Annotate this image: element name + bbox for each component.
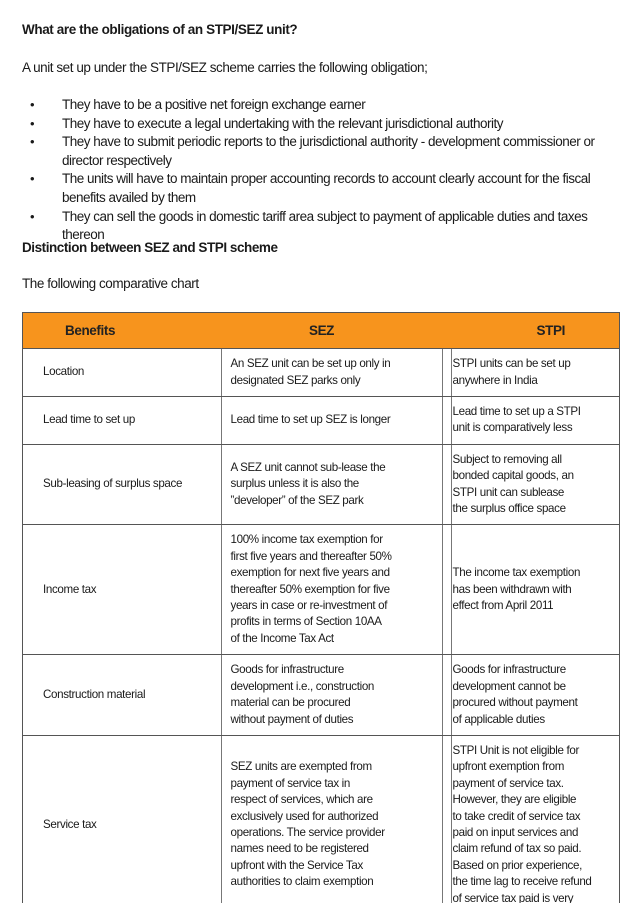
stpi-cell — [443, 525, 620, 655]
sez-text-line: upfront with the Service Tax — [230, 858, 363, 872]
sez-cell — [221, 735, 443, 903]
table-row — [23, 525, 620, 655]
benefit-cell: Income tax — [23, 525, 221, 655]
stpi-text-line: payment of service tax. — [452, 776, 564, 790]
table-row — [23, 349, 620, 397]
sez-text-line: years in case or re-investment of — [230, 599, 388, 613]
sez-cell — [221, 525, 443, 655]
stpi-cell — [443, 735, 620, 903]
sez-text-line: thereafter 50% exemption for five — [230, 582, 390, 596]
obligation-text-line: They have to execute a legal undertaking with the relevant jurisdictional authority — [62, 115, 504, 131]
sez-text-line: designated SEZ parks only — [230, 373, 361, 387]
header-sez: SEZ — [221, 313, 443, 349]
table-row — [23, 655, 620, 736]
sez-text-line: of the Income Tax Act — [230, 631, 334, 645]
obligation-text-line: They can sell the goods in domestic tariff area subject to payment of applicable duties and taxes — [62, 208, 588, 224]
stpi-text-line: anywhere in India — [452, 373, 538, 387]
stpi-text-line: claim refund of tax so paid. — [452, 842, 582, 856]
header-benefits: Benefits — [23, 313, 221, 349]
sez-text-line: names need to be registered — [230, 842, 369, 856]
stpi-text-line: effect from April 2011 — [452, 599, 554, 613]
stpi-text-line: Based on prior experience, — [452, 858, 582, 872]
intro-text: A unit set up under the STPI/SEZ scheme carries the following obligation; — [22, 60, 428, 75]
bullet-icon: • — [30, 97, 35, 112]
obligation-item — [22, 133, 627, 170]
stpi-text-line: procured without payment — [452, 696, 578, 710]
sez-text-line: operations. The service provider — [230, 825, 385, 839]
sez-cell — [221, 655, 443, 736]
sez-text-line: surplus unless it is also the — [230, 477, 359, 491]
benefit-cell: Sub-leasing of surplus space — [23, 444, 221, 525]
sez-cell — [221, 397, 443, 445]
sez-text-line: without payment of duties — [230, 712, 354, 726]
sez-text-line: An SEZ unit can be set up only in — [230, 357, 391, 371]
stpi-text-line: development cannot be — [452, 679, 566, 693]
sez-text-line: Lead time to set up SEZ is longer — [230, 413, 391, 427]
sez-text-line: first five years and thereafter 50% — [230, 549, 392, 563]
stpi-cell — [443, 444, 620, 525]
sez-text-line: Goods for infrastructure — [230, 663, 344, 677]
obligations-list — [22, 96, 627, 245]
benefit-cell: Location — [23, 349, 221, 397]
obligation-text-line: The units will have to maintain proper accounting records to account clearly account for the fiscal — [62, 171, 591, 187]
obligation-text-line: They have to be a positive net foreign exchange earner — [62, 97, 366, 112]
stpi-cell — [443, 397, 620, 445]
stpi-text-line: of applicable duties — [452, 712, 545, 726]
table-row — [23, 397, 620, 445]
obligation-item — [22, 115, 627, 134]
table-row — [23, 735, 620, 903]
benefit-cell: Service tax — [23, 735, 221, 903]
obligation-item — [22, 96, 627, 115]
bullet-icon: • — [30, 208, 35, 224]
sez-text-line: profits in terms of Section 10AA — [230, 615, 382, 629]
comparison-table — [22, 312, 620, 903]
stpi-text-line: the surplus office space — [452, 502, 566, 516]
stpi-text-line: The income tax exemption — [452, 566, 581, 580]
sez-text-line: SEZ units are exempted from — [230, 760, 372, 774]
stpi-text-line: STPI unit can sublease — [452, 485, 565, 499]
sez-text-line: exemption for next five years and — [230, 566, 390, 580]
stpi-cell — [443, 349, 620, 397]
stpi-text-line: Lead time to set up a STPI — [452, 405, 581, 418]
stpi-text-line: paid on input services and — [452, 825, 579, 839]
stpi-text-line: of service tax paid is very — [452, 891, 574, 903]
table-header-row — [23, 313, 620, 349]
stpi-text-line: to take credit of service tax — [452, 809, 581, 823]
sez-text-line: development i.e., construction — [230, 679, 375, 693]
bullet-icon: • — [30, 171, 35, 187]
benefit-cell: Lead time to set up — [23, 397, 221, 445]
bullet-icon: • — [30, 115, 35, 131]
sez-text-line: 100% income tax exemption for — [230, 533, 383, 547]
stpi-text-line: However, they are eligible — [452, 793, 577, 807]
stpi-text-line: upfront exemption from — [452, 760, 565, 774]
sez-text-line: authorities to claim exemption — [230, 875, 374, 889]
stpi-text-line: the time lag to receive refund — [452, 875, 592, 889]
stpi-text-line: unit is comparatively less — [452, 421, 573, 435]
obligation-item — [22, 170, 627, 207]
sez-text-line: A SEZ unit cannot sub-lease the — [230, 461, 386, 475]
section-subheading: Distinction between SEZ and STPI scheme — [22, 240, 278, 255]
stpi-text-line: STPI Unit is not eligible for — [452, 743, 579, 757]
header-stpi: STPI — [443, 313, 620, 349]
table-row — [23, 444, 620, 525]
obligation-text-line: They have to submit periodic reports to the jurisdictional authority - development commissioner or — [62, 134, 595, 150]
sez-cell — [221, 444, 443, 525]
benefit-cell: Construction material — [23, 655, 221, 736]
sez-text-line: payment of service tax in — [230, 776, 350, 790]
sez-text-line: respect of services, which are — [230, 793, 373, 807]
sez-text-line: material can be procured — [230, 696, 351, 710]
stpi-text-line: Goods for infrastructure — [452, 663, 566, 677]
stpi-text-line: has been withdrawn with — [452, 582, 572, 596]
obligation-text-line: benefits availed by them — [62, 189, 196, 205]
stpi-text-line: bonded capital goods, an — [452, 469, 574, 483]
obligation-text-line: director respectively — [62, 152, 172, 168]
sez-text-line: ”developer” of the SEZ park — [230, 493, 364, 507]
stpi-cell — [443, 655, 620, 736]
stpi-text-line: STPI units can be set up — [452, 357, 571, 371]
chart-intro-text: The following comparative chart — [22, 276, 199, 291]
bullet-icon: • — [30, 134, 35, 150]
page-heading: What are the obligations of an STPI/SEZ unit? — [22, 22, 298, 37]
sez-text-line: exclusively used for authorized — [230, 809, 379, 823]
obligation-text-line: thereon — [62, 227, 105, 243]
sez-cell — [221, 349, 443, 397]
stpi-text-line: Subject to removing all — [452, 452, 562, 466]
